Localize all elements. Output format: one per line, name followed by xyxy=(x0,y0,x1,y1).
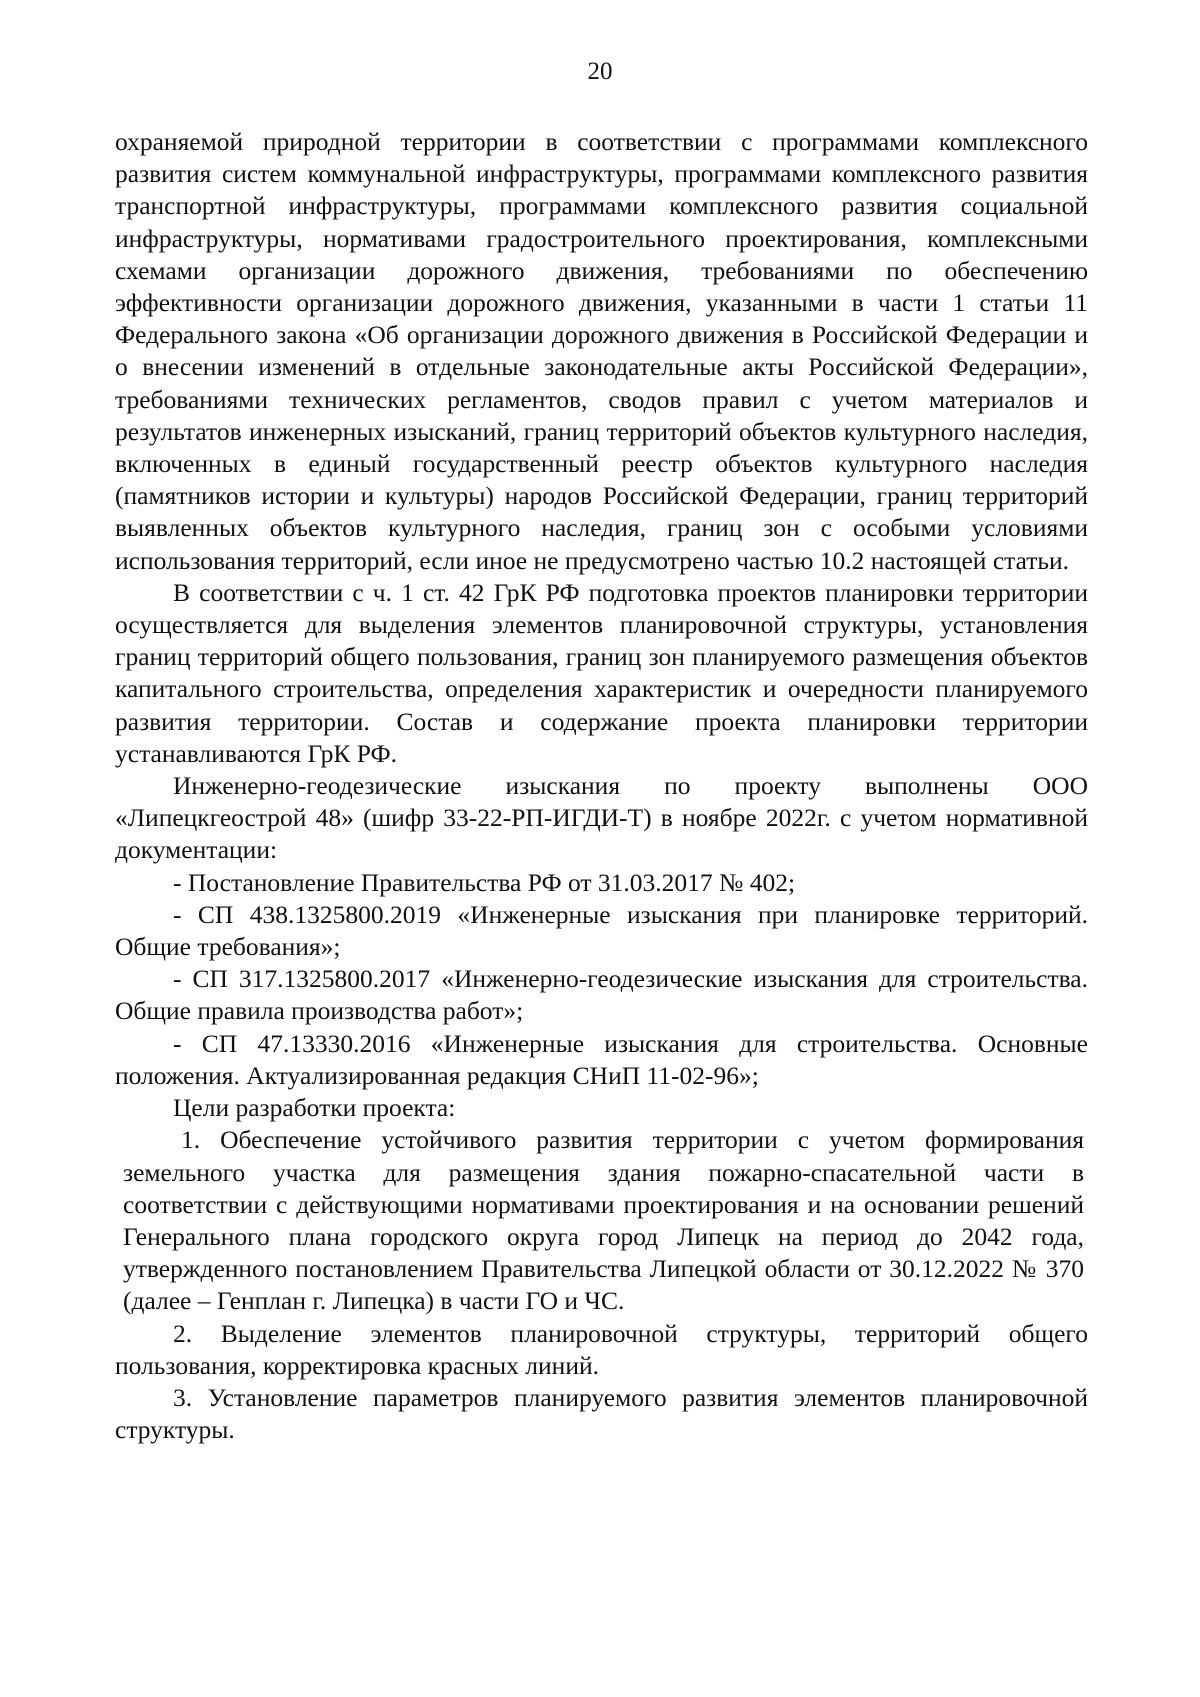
paragraph-grk-rf: В соответствии с ч. 1 ст. 42 ГрК РФ подготовка проектов планировки территории осуществляется для выделения элементов планировочной структуры, установления границ территорий общего пользования, границ зон планируемого размещения объектов капитального строительства, определения характеристик и очередности планируемого развития территории. Состав и содержание проекта планировки территории устанавливаются ГрК РФ. xyxy=(115,577,1088,768)
goals-heading: Цели разработки проекта: xyxy=(173,1093,456,1123)
document-body xyxy=(115,126,1088,1446)
paragraph-continuation: охраняемой природной территории в соответствии с программами комплексного развития систем коммунальной инфраструктуры, программами комплексного развития транспортной инфраструктуры, программами комплексного развития социальной инфраструктуры, нормативами градостроительного проектирования, комплексными схемами организации дорожного движения, требованиями по обеспечению эффективности организации дорожного движения, указанными в части 1 статьи 11 Федерального закона «Об организации дорожного движения в Российской Федерации и о внесении изменений в отдельные законодательные акты Российской Федерации», требованиями технических регламентов, сводов правил с учетом материалов и результатов инженерных изысканий, границ территорий объектов культурного наследия, включенных в единый государственный реестр объектов культурного наследия (памятников истории и культуры) народов Российской Федерации, границ территорий выявленных объектов культурного наследия, границ зон с особыми условиями использования территорий, если иное не предусмотрено частью 10.2 настоящей статьи. xyxy=(115,127,1088,575)
goal-item-2: 2. Выделение элементов планировочной структуры, территорий общего пользования, корректировка красных линий. xyxy=(115,1318,1088,1380)
page-number: 20 xyxy=(587,58,613,85)
list-item-sp-438: - СП 438.1325800.2019 «Инженерные изыскания при планировке территорий. Общие требования»; xyxy=(115,899,1088,962)
list-item-resolution: - Постановление Правительства РФ от 31.03.2017 № 402; xyxy=(173,867,796,897)
list-item-sp-317: - СП 317.1325800.2017 «Инженерно-геодезические изыскания для строительства. Общие правила производства работ»; xyxy=(115,964,1088,1026)
goal-item-1: 1. Обеспечение устойчивого развития территории с учетом формирования земельного участка для размещения здания пожарно-спасательной части в соответствии с действующими нормативами проектирования и на основании решений Генерального плана городского округа город Липецк на период до 2042 года, утвержденного постановлением Правительства Липецкой области от 30.12.2022 № 370 (далее – Генплан г. Липецка) в части ГО и ЧС. xyxy=(123,1125,1084,1316)
list-item-sp-47: - СП 47.13330.2016 «Инженерные изыскания для строительства. Основные положения. Актуализированная редакция СНиП 11-02-96»; xyxy=(115,1028,1088,1090)
paragraph-surveys: Инженерно-геодезические изыскания по проекту выполнены ООО «Липецкгеострой 48» (шифр 33-22-РП-ИГДИ-Т) в ноябре 2022г. с учетом нормативной документации: xyxy=(115,771,1088,865)
goal-item-3: 3. Установление параметров планируемого развития элементов планировочной структуры. xyxy=(115,1382,1088,1445)
